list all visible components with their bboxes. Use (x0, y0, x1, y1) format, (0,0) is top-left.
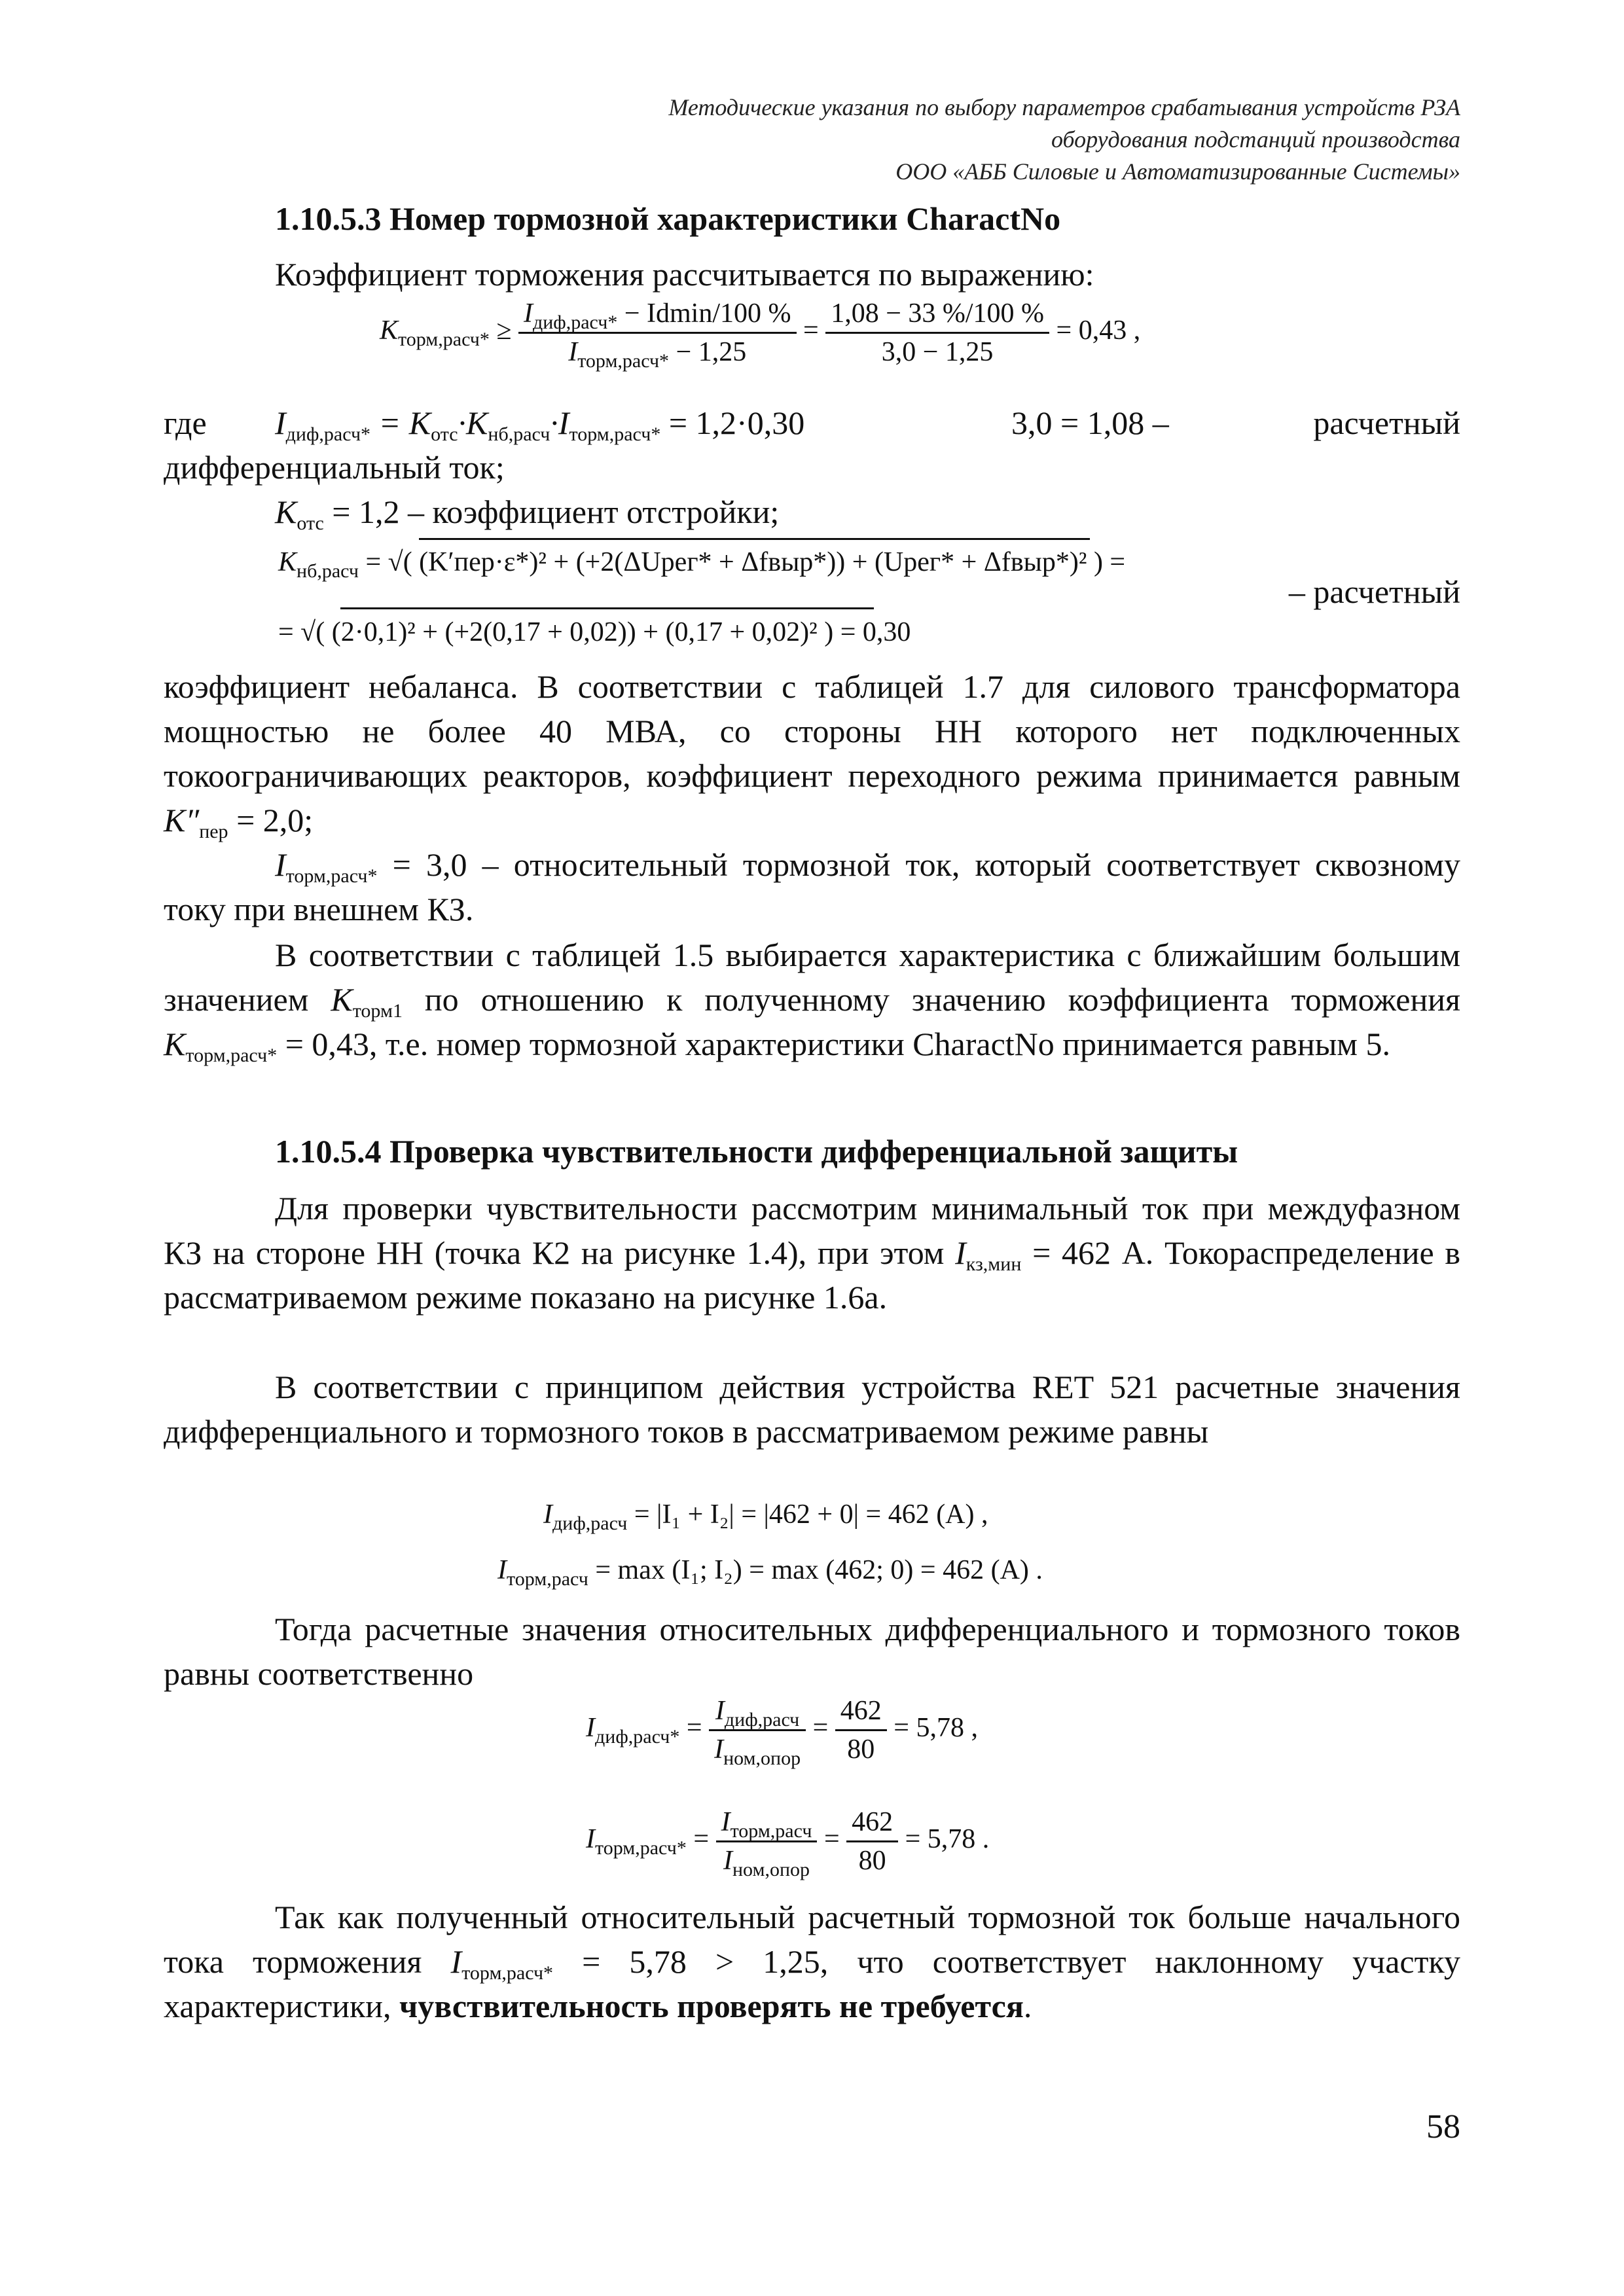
para-choice-k2: K (164, 1026, 186, 1062)
f3a-lhs-sub: диф,расч* (595, 1726, 680, 1748)
f2a-rest: = |I₁ + I₂| = |462 + 0| = 462 (А) , (627, 1499, 988, 1530)
para4-bold: чувствительность проверять не требуется (399, 1988, 1024, 2024)
f1-result: = 0,43 , (1056, 315, 1141, 346)
f1-den2: 3,0 − 1,25 (881, 337, 994, 367)
f1-den-sym: I (568, 337, 578, 367)
f2b-rest: = max (I₁; I₂) = max (462; 0) = 462 (А) . (588, 1555, 1043, 1585)
formula-idiff-relative (586, 1695, 978, 1769)
header-line-3: ООО «АББ Силовые и Автоматизированные Системы» (895, 158, 1460, 185)
paragraph-sensitivity-1 (164, 1186, 1460, 1319)
f2a-sym: I (543, 1499, 552, 1530)
f3b-res: = 5,78 . (905, 1824, 990, 1855)
f3b-num: I (721, 1807, 731, 1837)
f3b-eq2: = (823, 1824, 840, 1855)
knb-label: – расчетный (1288, 573, 1460, 610)
f1-num-sym: I (523, 298, 533, 329)
header-line-1: Методические указания по выбору параметров срабатывания устройств РЗА (668, 94, 1460, 120)
section-heading-charactno: 1.10.5.3 Номер тормозной характеристики CharactNo (275, 200, 1061, 237)
f3b-den: I (723, 1846, 732, 1876)
formula-itorm-relative (586, 1806, 990, 1880)
page-number: 58 (1426, 2108, 1460, 2145)
f3a-den-sub: ном,опор (723, 1748, 801, 1769)
knb-lhs: K (278, 547, 297, 577)
where-eq: = K (370, 404, 431, 441)
f1-num-tail: − Idmin/100 % (617, 298, 791, 329)
where-sub3: нб,расч (488, 423, 550, 445)
header-line-2: оборудования подстанций производства (1051, 126, 1460, 152)
para1-sym: I (955, 1234, 966, 1271)
radical-bar-2 (340, 607, 874, 609)
f1-fraction-1 (518, 298, 797, 372)
f3b-lhs-sub: торм,расч* (595, 1837, 687, 1859)
formula-braking-coefficient (380, 298, 1141, 372)
f3b-n2: 462 (846, 1806, 898, 1842)
para-itorm-text: = 3,0 – относительный тормозной ток, который соответствует сквозному току при внешнем КЗ. (164, 846, 1460, 927)
f3a-num: I (715, 1696, 725, 1726)
para4-end: . (1023, 1988, 1032, 2024)
para-itorm-sym: I (275, 846, 286, 883)
para4-a: Так как полученный относительный расчетный тормозной ток больше начального тока торможения (164, 1899, 1460, 1980)
formula-itorm (497, 1554, 1043, 1590)
where-val-2: 3,0 = 1,08 – (1011, 404, 1169, 441)
formula-idiff (543, 1499, 988, 1534)
f3a-num-sub: диф,расч (724, 1709, 800, 1731)
f3b-frac2 (846, 1806, 898, 1876)
kots-text: = 1,2 – коэффициент отстройки; (323, 493, 780, 530)
f2b-sym: I (497, 1555, 507, 1585)
f2a-sub: диф,расч (552, 1513, 628, 1534)
f1-den-tail: − 1,25 (669, 337, 747, 367)
f1-lhs-sub: торм,расч* (398, 329, 490, 351)
para-unbalance-k: K″ (164, 802, 200, 838)
f3a-eq2: = (812, 1713, 829, 1744)
f3b-frac1 (716, 1806, 818, 1880)
paragraph-sensitivity-3: Тогда расчетные значения относительных дифференциального и тормозного токов равны соответственно (164, 1611, 1460, 1692)
para-choice-k: K (331, 981, 353, 1018)
f3a-frac2 (835, 1695, 887, 1765)
where-expression (275, 401, 804, 445)
f3b-num-sub: торм,расч (730, 1820, 812, 1842)
formula-unbalance-1 (278, 547, 1126, 582)
f3a-lhs: I (586, 1713, 595, 1744)
kots-sub: отс (297, 512, 324, 534)
f1-num-sub: диф,расч* (532, 312, 618, 333)
f3b-lhs: I (586, 1824, 595, 1855)
para1-sub: кз,мин (965, 1253, 1022, 1275)
paragraph-choice (164, 933, 1460, 1066)
f1-den-sub: торм,расч* (577, 350, 670, 372)
where-sub2: отс (431, 423, 458, 445)
formula-unbalance-2: = √( (2·0,1)² + (+2(0,17 + 0,02)) + (0,17 + 0,02)² ) = 0,30 (278, 617, 911, 647)
paragraph-sensitivity-4 (164, 1895, 1460, 2028)
para-unbalance-val: = 2,0; (228, 802, 314, 838)
section-heading-sensitivity: 1.10.5.4 Проверка чувствительности дифференциальной защиты (275, 1133, 1238, 1170)
f1-eq: = (803, 315, 819, 346)
para-itorm-sub: торм,расч* (285, 865, 378, 887)
f1-num2: 1,08 − 33 %/100 % (825, 298, 1049, 334)
para1-b: = 462 А. Токораспределение в рассматриваемом режиме показано на рисунке 1.6а. (164, 1234, 1461, 1316)
para-unbalance-text: коэффициент небаланса. В соответствии с таблицей 1.7 для силового трансформатора мощностью не более 40 МВА, со стороны НН которого нет подключенных токоограничивающих реакторов, коэффициент переходного режима принимается равным (164, 668, 1460, 794)
para-unbalance-sub: пер (199, 821, 228, 842)
intro-sentence: Коэффициент торможения рассчитывается по выражению: (275, 256, 1094, 293)
where-sub1: диф,расч* (285, 423, 371, 445)
where-word: где (164, 404, 207, 441)
radical-bar-1 (419, 538, 1090, 540)
f3a-n2: 462 (835, 1695, 887, 1731)
where-sym1: I (275, 404, 286, 441)
f1-fraction-2 (825, 298, 1049, 368)
where-line (164, 401, 1460, 445)
where-dot2: ·I (550, 404, 569, 441)
para-choice-k2sub: торм,расч* (185, 1045, 278, 1066)
f3a-d2: 80 (847, 1734, 875, 1765)
f2b-sub: торм,расч (507, 1568, 588, 1590)
para4-sym: I (450, 1943, 462, 1980)
kots-sym: K (275, 493, 297, 530)
para4-b: = 5,78 > 1,25, что соответствует наклонному участку характеристики, (164, 1943, 1461, 2024)
para-choice-c: = 0,43, т.е. номер тормозной характеристики CharactNo принимается равным 5. (277, 1026, 1390, 1062)
para-choice-a: В соответствии с таблицей 1.5 выбирается характеристика с ближайшим большим значением (164, 937, 1460, 1018)
where-continuation: дифференциальный ток; (164, 449, 505, 486)
f3a-frac1 (709, 1695, 806, 1769)
where-sub4: торм,расч* (569, 423, 661, 445)
f3a-res: = 5,78 , (893, 1713, 978, 1744)
where-val: = 1,2·0,30 (660, 404, 805, 441)
f1-ge: ≥ (496, 315, 512, 346)
running-header (668, 92, 1460, 188)
f3a-eq1: = (686, 1713, 702, 1744)
kots-line (275, 490, 779, 534)
knb-sub: нб,расч (297, 560, 359, 582)
para-choice-b: по отношению к полученному значению коэффициента торможения (424, 981, 1460, 1018)
paragraph-itorm (164, 842, 1460, 931)
para-choice-ksub: торм1 (352, 1000, 403, 1022)
where-label: расчетный (1313, 404, 1460, 441)
para4-sub: торм,расч* (461, 1962, 554, 1984)
f3b-den-sub: ном,опор (732, 1859, 810, 1880)
paragraph-unbalance (164, 664, 1460, 842)
knb-expr: = √( (K′пер·ε*)² + (+2(ΔUрег* + Δfвыр*)) + (Uрег* + Δfвыр*)² ) = (365, 547, 1126, 577)
f3b-eq1: = (693, 1824, 710, 1855)
where-dot: ·K (458, 404, 488, 441)
f1-lhs: K (380, 315, 399, 346)
paragraph-sensitivity-2: В соответствии с принципом действия устройства RET 521 расчетные значения дифференциального и тормозного токов в рассматриваемом режиме равны (164, 1369, 1460, 1450)
f3a-den: I (714, 1734, 724, 1765)
para1-a: Для проверки чувствительности рассмотрим минимальный ток при междуфазном КЗ на стороне НН (точка К2 на рисунке 1.4), при этом (164, 1190, 1460, 1271)
f3b-d2: 80 (858, 1846, 886, 1876)
